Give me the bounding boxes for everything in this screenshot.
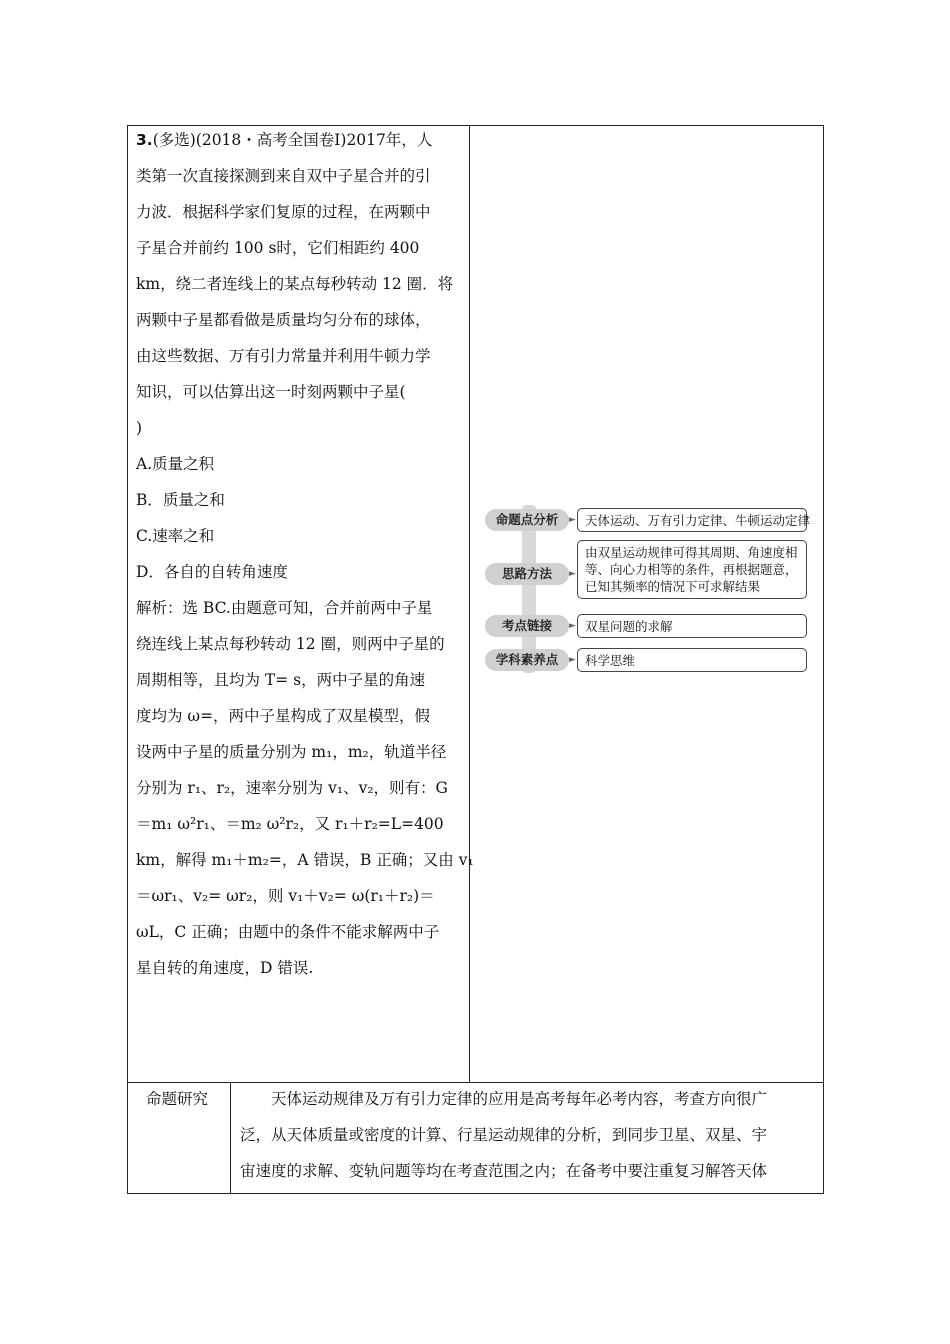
- diagram-label-analysis: 命题点分析: [485, 509, 569, 531]
- question-line: 两颗中子星都看做是质量均匀分布的球体，: [136, 311, 431, 329]
- option-b: B．质量之和: [136, 491, 225, 509]
- solution-line: 绕连线上某点每秒转动 12 圈，则两中子星的: [136, 635, 445, 653]
- question-line: 3.(多选)(2018・高考全国卷Ⅰ)2017年，人: [136, 131, 433, 149]
- research-text: [240, 1081, 814, 1189]
- diagram-label-link: 考点链接: [485, 615, 569, 637]
- option-c: C.速率之和: [136, 527, 215, 545]
- solution-line: 设两中子星的质量分别为 m₁，m₂，轨道半径: [136, 743, 447, 761]
- question-line: 类第一次直接探测到来自双中子星合并的引: [136, 167, 431, 185]
- arrow-right-icon: ►: [569, 569, 576, 579]
- arrow-right-icon: ►: [569, 621, 576, 631]
- solution-line: 解析：选 BC.由题意可知，合并前两中子星: [136, 599, 433, 617]
- diagram-label-method: 思路方法: [485, 563, 569, 585]
- solution-line: ＝m₁ ω²r₁、＝m₂ ω²r₂，又 r₁＋r₂=L=400: [136, 815, 444, 833]
- option-a: A.质量之积: [136, 455, 215, 473]
- solution-line: ＝ωr₁、v₂= ωr₂，则 v₁＋v₂= ω(r₁＋r₂)＝: [136, 887, 435, 905]
- arrow-right-icon: ►: [569, 655, 576, 665]
- diagram-box-method: 由双星运动规律可得其周期、角速度相 等、向心力相等的条件，再根据题意， 已知其频率的情况下可求解结果: [577, 540, 807, 599]
- solution-line: 分别为 r₁、r₂，速率分别为 v₁、v₂，则有：G: [136, 779, 448, 797]
- solution-line: ωL，C 正确；由题中的条件不能求解两中子: [136, 923, 440, 941]
- question-line: 力波．根据科学家们复原的过程，在两颗中: [136, 203, 431, 221]
- research-column-divider: [230, 1082, 231, 1194]
- research-label: 命题研究: [146, 1090, 209, 1108]
- diagram-box-link: 双星问题的求解: [577, 614, 807, 638]
- table-column-divider: [469, 125, 470, 1082]
- solution-line: 星自转的角速度，D 错误.: [136, 959, 314, 977]
- solution-line: 周期相等，且均为 T= s，两中子星的角速: [136, 671, 426, 689]
- analysis-diagram: [482, 500, 812, 680]
- diagram-label-literacy: 学科素养点: [485, 649, 569, 671]
- question-line: ): [136, 419, 143, 437]
- question-line: 由这些数据、万有引力常量并利用牛顿力学: [136, 347, 431, 365]
- question-line: 子星合并前约 100 s时，它们相距约 400: [136, 239, 420, 257]
- diagram-box-analysis: 天体运动、万有引力定律、牛顿运动定律: [577, 508, 807, 532]
- solution-line: 度均为 ω=，两中子星构成了双星模型，假: [136, 707, 431, 725]
- research-line: 天体运动规律及万有引力定律的应用是高考每年必考内容，考查方向很广: [240, 1090, 768, 1108]
- question-number: 3.: [136, 131, 153, 149]
- research-line: 泛，从天体质量或密度的计算、行星运动规律的分析，到同步卫星、双星、宇: [240, 1126, 768, 1144]
- question-line: km，绕二者连线上的某点每秒转动 12 圈．将: [136, 275, 454, 293]
- arrow-right-icon: ►: [569, 515, 576, 525]
- research-line: 宙速度的求解、变轨问题等均在考查范围之内；在备考中要注重复习解答天体: [240, 1162, 768, 1180]
- diagram-box-literacy: 科学思维: [577, 648, 807, 672]
- question-block: [136, 122, 474, 986]
- solution-line: km，解得 m₁＋m₂=，A 错误，B 正确；又由 v₁: [136, 851, 474, 869]
- question-line: 知识，可以估算出这一时刻两颗中子星(: [136, 383, 406, 401]
- option-d: D．各自的自转角速度: [136, 563, 288, 581]
